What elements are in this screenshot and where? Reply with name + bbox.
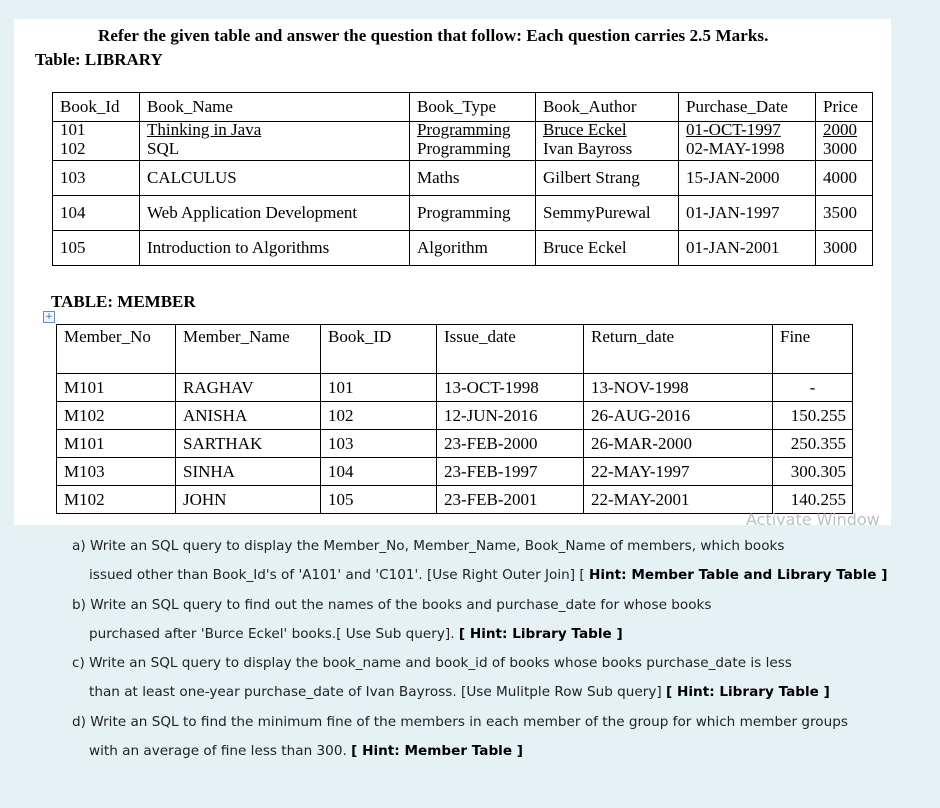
question-a-line: [72, 564, 892, 593]
table-cell: 01-JAN-1997: [679, 196, 816, 231]
question-c-line: [72, 681, 892, 710]
table-cell: Web Application Development: [140, 196, 410, 231]
table-cell: 140.255: [773, 486, 853, 514]
table-cell: M102: [57, 486, 176, 514]
table-cell: SINHA: [176, 458, 321, 486]
table-cell: M101: [57, 430, 176, 458]
column-header: Book_Type: [410, 93, 536, 122]
question-text: a) Write an SQL query to display the Member_No, Member_Name, Book_Name of members, which books: [72, 538, 785, 554]
column-header: Member_Name: [176, 325, 321, 374]
library-table: [52, 92, 873, 266]
table-row: [57, 458, 853, 486]
table-cell: 101: [321, 374, 437, 402]
table-cell: SQL: [140, 140, 410, 161]
table-row: [57, 430, 853, 458]
table-cell: 3000: [816, 231, 873, 266]
question-hint: [ Hint: Library Table ]: [666, 684, 830, 701]
question-c-line: [72, 652, 892, 681]
table-cell: Introduction to Algorithms: [140, 231, 410, 266]
table-row: [53, 140, 873, 161]
table-cell: 3000: [816, 140, 873, 161]
table-cell: 22-MAY-1997: [584, 458, 773, 486]
table-cell: M102: [57, 402, 176, 430]
column-header: Purchase_Date: [679, 93, 816, 122]
table-cell: 150.255: [773, 402, 853, 430]
table-cell: 22-MAY-2001: [584, 486, 773, 514]
table-cell: 23-FEB-1997: [437, 458, 584, 486]
table-cell: ANISHA: [176, 402, 321, 430]
question-d-line: [72, 711, 892, 740]
column-header: Book_ID: [321, 325, 437, 374]
table-cell: 103: [53, 161, 140, 196]
library-header-row: [53, 93, 873, 122]
member-table: [56, 324, 853, 514]
table-cell: 105: [321, 486, 437, 514]
table-cell: CALCULUS: [140, 161, 410, 196]
table-cell: Programming: [410, 122, 536, 141]
question-d-line: [72, 740, 892, 769]
member-table-title: TABLE: MEMBER: [51, 292, 196, 311]
table-cell: Bruce Eckel: [536, 122, 679, 141]
table-cell: 26-AUG-2016: [584, 402, 773, 430]
question-hint: [ Hint: Member Table ]: [351, 743, 523, 760]
table-cell: 3500: [816, 196, 873, 231]
table-cell: RAGHAV: [176, 374, 321, 402]
table-cell: 104: [321, 458, 437, 486]
table-cell: Bruce Eckel: [536, 231, 679, 266]
table-cell: 13-NOV-1998: [584, 374, 773, 402]
table-cell: 103: [321, 430, 437, 458]
column-header: Book_Id: [53, 93, 140, 122]
table-cell: 12-JUN-2016: [437, 402, 584, 430]
table-row: [53, 161, 873, 196]
question-text: b) Write an SQL query to find out the names of the books and purchase_date for whose books: [72, 596, 712, 613]
table-cell: 102: [321, 402, 437, 430]
instructions-text: Refer the given table and answer the question that follow: Each question carries 2.5 Marks.: [98, 26, 769, 45]
questions-list: [72, 535, 892, 769]
table-cell: 23-FEB-2001: [437, 486, 584, 514]
table-cell: 26-MAR-2000: [584, 430, 773, 458]
column-header: Book_Name: [140, 93, 410, 122]
table-cell: 300.305: [773, 458, 853, 486]
table-cell: SARTHAK: [176, 430, 321, 458]
column-header: Price: [816, 93, 873, 122]
table-cell: Maths: [410, 161, 536, 196]
table-cell: 02-MAY-1998: [679, 140, 816, 161]
table-row: [53, 122, 873, 141]
table-cell: Thinking in Java: [140, 122, 410, 141]
table-cell: 01-JAN-2001: [679, 231, 816, 266]
table-cell: 13-OCT-1998: [437, 374, 584, 402]
table-move-handle-icon[interactable]: +: [43, 311, 55, 323]
table-cell: 2000: [816, 122, 873, 141]
member-header-row: [57, 325, 853, 374]
table-cell: 102: [53, 140, 140, 161]
column-header: Book_Author: [536, 93, 679, 122]
table-row: [53, 196, 873, 231]
table-cell: -: [773, 374, 853, 402]
table-cell: Gilbert Strang: [536, 161, 679, 196]
question-b-line: [72, 623, 892, 652]
column-header: Return_date: [584, 325, 773, 374]
question-text: issued other than Book_Id's of 'A101' and 'C101'. [Use Right Outer Join] [: [89, 567, 589, 584]
question-a-line: [72, 535, 892, 564]
question-text: c) Write an SQL query to display the book_name and book_id of books whose books purchase_date is less: [72, 655, 792, 672]
table-cell: Programming: [410, 196, 536, 231]
question-hint: Hint: Member Table and Library Table ]: [588, 567, 888, 584]
table-cell: 23-FEB-2000: [437, 430, 584, 458]
document-page: [14, 19, 891, 525]
table-cell: 101: [53, 122, 140, 141]
question-text: purchased after 'Burce Eckel' books.[ Use Sub query].: [89, 625, 459, 642]
question-text: d) Write an SQL to find the minimum fine of the members in each member of the group for which member groups: [72, 713, 848, 730]
table-cell: 250.355: [773, 430, 853, 458]
question-b-line: [72, 594, 892, 623]
question-hint: [ Hint: Library Table ]: [458, 625, 623, 642]
table-cell: 01-OCT-1997: [679, 122, 816, 141]
table-cell: 15-JAN-2000: [679, 161, 816, 196]
column-header: Member_No: [57, 325, 176, 374]
activation-watermark: Activate Window: [746, 510, 880, 529]
question-text: than at least one-year purchase_date of Ivan Bayross. [Use Mulitple Row Sub query]: [89, 684, 667, 701]
library-table-title: Table: LIBRARY: [35, 50, 163, 69]
table-cell: 104: [53, 196, 140, 231]
table-row: [57, 374, 853, 402]
table-cell: SemmyPurewal: [536, 196, 679, 231]
question-text: with an average of fine less than 300.: [89, 743, 352, 760]
table-cell: 105: [53, 231, 140, 266]
table-row: [57, 402, 853, 430]
table-cell: M101: [57, 374, 176, 402]
table-cell: 4000: [816, 161, 873, 196]
table-row: [53, 231, 873, 266]
column-header: Fine: [773, 325, 853, 374]
table-cell: M103: [57, 458, 176, 486]
table-cell: JOHN: [176, 486, 321, 514]
table-cell: Programming: [410, 140, 536, 161]
table-cell: Ivan Bayross: [536, 140, 679, 161]
table-cell: Algorithm: [410, 231, 536, 266]
column-header: Issue_date: [437, 325, 584, 374]
table-row: [57, 486, 853, 514]
